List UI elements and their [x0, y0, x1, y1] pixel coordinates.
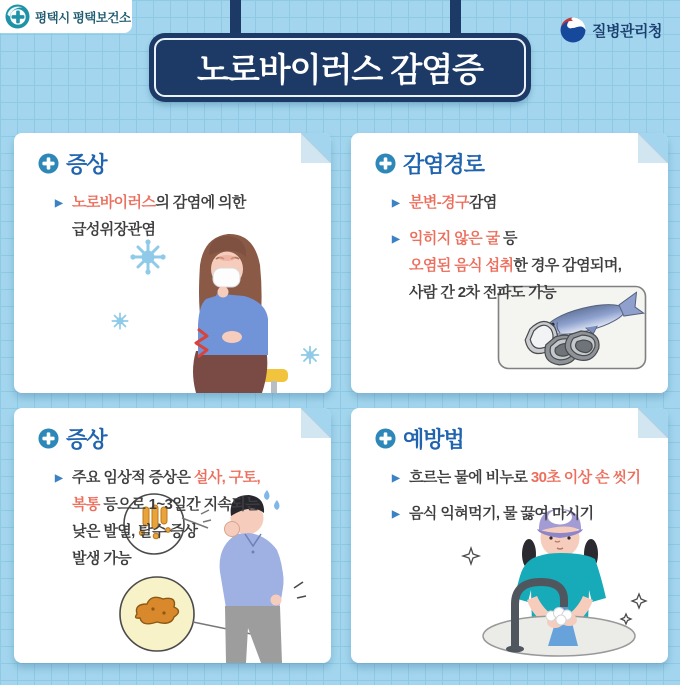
kdca-logo — [560, 17, 662, 43]
banner-hanger-right — [450, 0, 461, 36]
kdca-taegeuk-icon — [560, 17, 586, 43]
card-header — [38, 423, 331, 454]
pyeongtaek-health-center-logo — [0, 0, 132, 33]
card-title: 예방법 — [403, 427, 464, 452]
card-transmission — [351, 133, 668, 393]
card-header — [375, 423, 668, 454]
bullet-line: 오염된 음식 섭취한 경우 감염되며, — [409, 257, 622, 274]
card-symptoms-1 — [14, 133, 331, 393]
card-fold — [638, 408, 668, 438]
city-logo-label: 평택시 평택보건소 — [35, 10, 131, 25]
card-header — [38, 148, 331, 179]
pyeongtaek-cross-icon — [5, 4, 30, 29]
bullet-line: 발생 가능 — [72, 550, 132, 567]
plus-circle-icon — [38, 428, 59, 449]
bullet-line: ▶ 음식 익혀먹기, 물 끓여 마시기 — [391, 500, 668, 527]
page-title: 노로바이러스 감염증 — [196, 51, 484, 88]
bullet-line: ▶ 주요 임상적 증상은 설사, 구토, — [54, 464, 331, 491]
card-body — [54, 189, 331, 243]
card-symptoms-2 — [14, 408, 331, 663]
bullet-line: ▶ 익히지 않은 굴 등 — [391, 225, 668, 252]
card-title: 증상 — [66, 152, 107, 177]
plus-circle-icon — [38, 153, 59, 174]
card-title: 증상 — [66, 427, 107, 452]
triangle-bullet-icon: ▶ — [55, 198, 63, 209]
plus-circle-icon — [375, 153, 396, 174]
card-title: 감염경로 — [403, 152, 485, 177]
banner-hanger-left — [230, 0, 241, 36]
card-fold — [301, 133, 331, 163]
bullet-line: 복통 등으로 1~3일간 지속되는 — [72, 496, 260, 513]
triangle-bullet-icon: ▶ — [392, 509, 400, 520]
triangle-bullet-icon: ▶ — [392, 198, 400, 209]
bullet-line: ▶ 노로바이러스의 감염에 의한 — [54, 189, 331, 216]
card-prevention — [351, 408, 668, 663]
triangle-bullet-icon: ▶ — [392, 234, 400, 245]
card-fold — [301, 408, 331, 438]
bullet-line: 낮은 발열, 탈수 증상 — [72, 523, 198, 540]
title-banner — [149, 33, 531, 102]
card-fold — [638, 133, 668, 163]
triangle-bullet-icon: ▶ — [55, 473, 63, 484]
card-body — [391, 464, 668, 527]
plus-circle-icon — [375, 428, 396, 449]
triangle-bullet-icon: ▶ — [392, 473, 400, 484]
kdca-logo-label: 질병관리청 — [592, 22, 662, 40]
card-header — [375, 148, 668, 179]
card-body — [391, 189, 668, 306]
bullet-line: ▶ 분변-경구감염 — [391, 189, 668, 216]
card-body — [54, 464, 331, 572]
bullet-line: 사람 간 2차 전파도 가능 — [409, 284, 557, 301]
bullet-line: ▶ 흐르는 물에 비누로 30초 이상 손 씻기 — [391, 464, 668, 491]
bullet-line: 급성위장관염 — [72, 221, 156, 238]
